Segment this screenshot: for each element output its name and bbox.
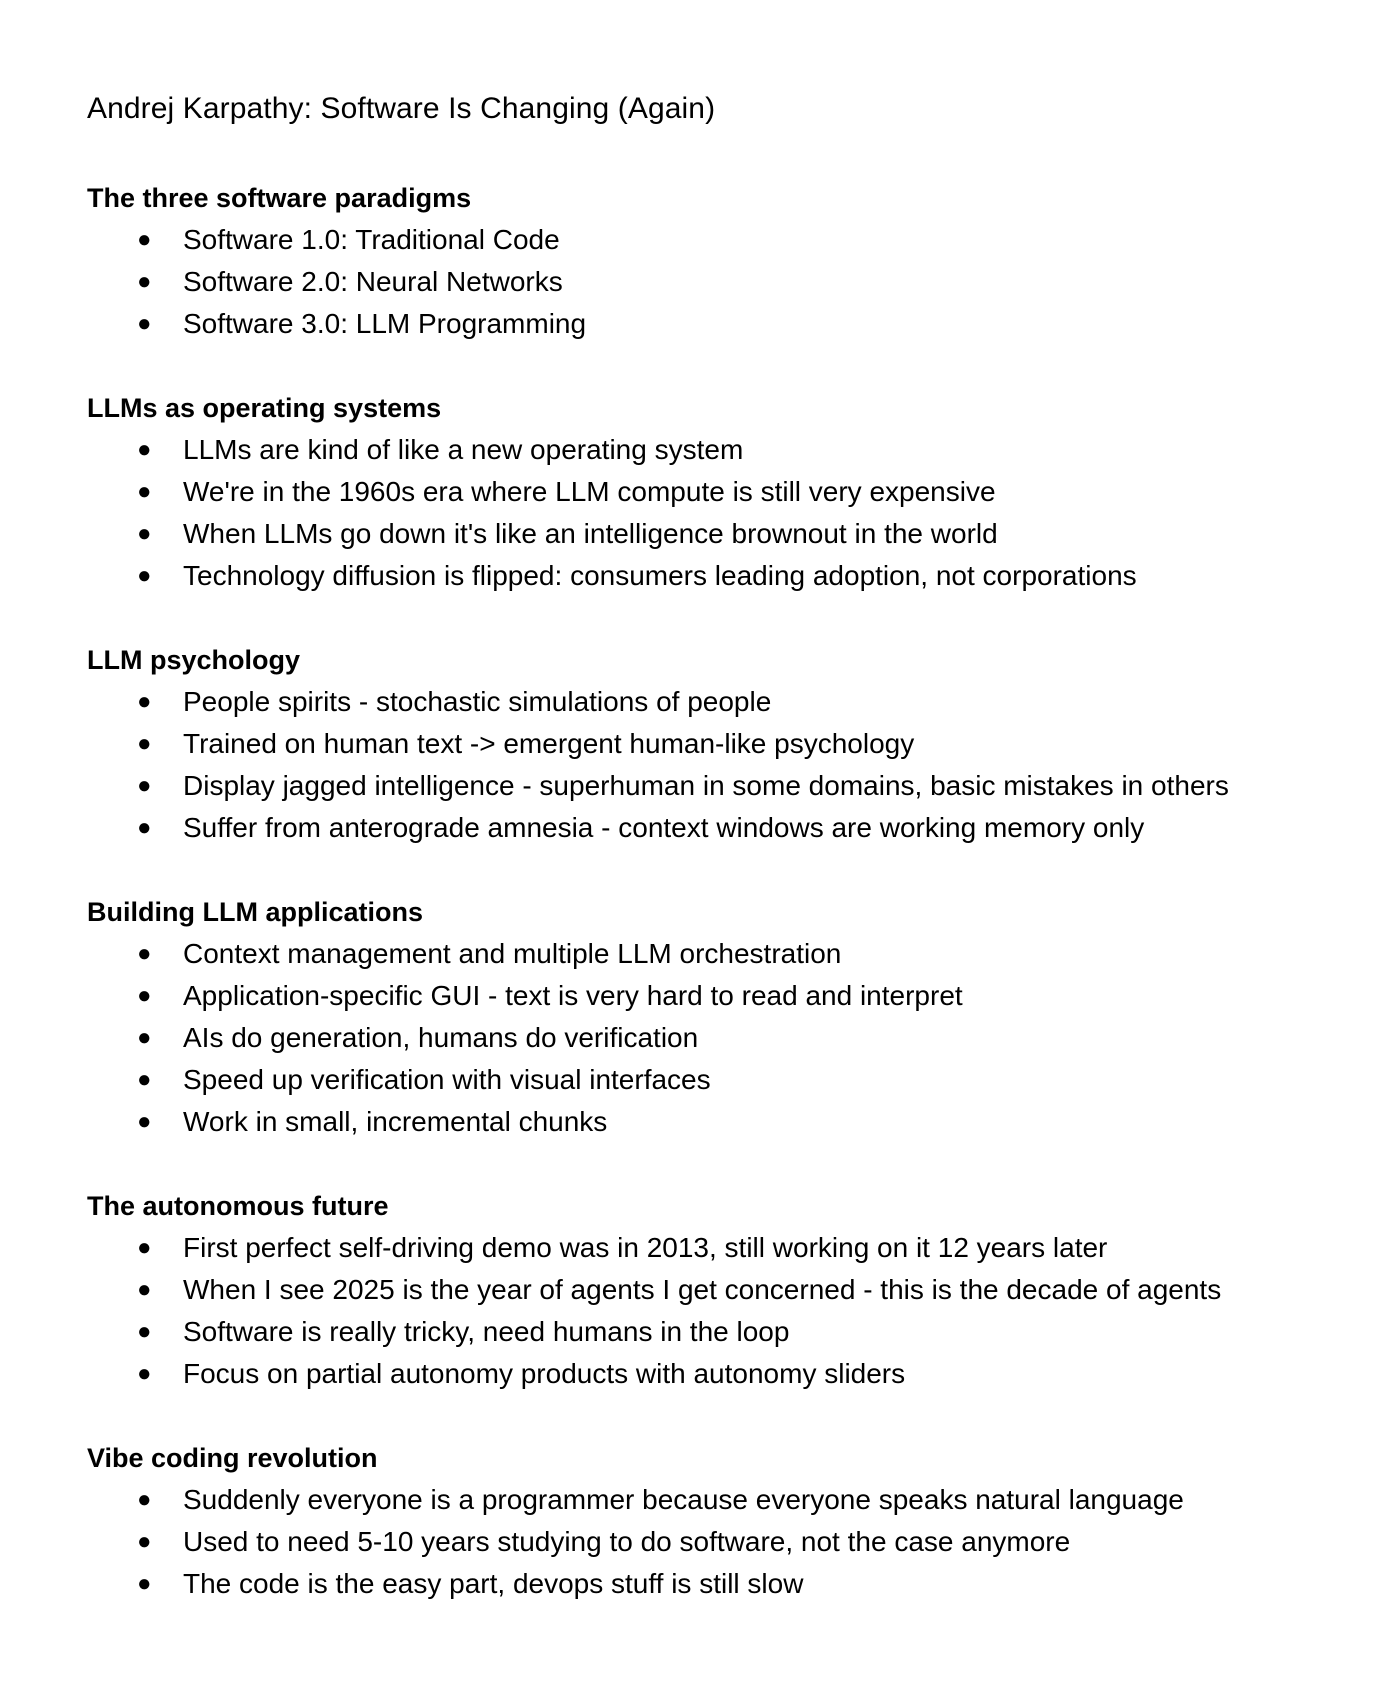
bullet-icon: ● bbox=[137, 1234, 152, 1261]
list-item-text: AIs do generation, humans do verification bbox=[183, 1022, 699, 1053]
list-item-text: Work in small, incremental chunks bbox=[183, 1106, 608, 1137]
list-item-text: Trained on human text -> emergent human-like psychology bbox=[183, 728, 915, 759]
bullet-icon: ● bbox=[137, 268, 152, 295]
list-item bbox=[87, 807, 1398, 849]
section-heading: Vibe coding revolution bbox=[87, 1443, 378, 1473]
section-heading: LLMs as operating systems bbox=[87, 393, 442, 423]
list-item-text: Display jagged intelligence - superhuman in some domains, basic mistakes in others bbox=[183, 770, 1229, 801]
list-item-text: Application-specific GUI - text is very hard to read and interpret bbox=[183, 980, 963, 1011]
section-heading: The autonomous future bbox=[87, 1191, 389, 1221]
list-item bbox=[87, 1101, 1398, 1143]
list-item bbox=[87, 1353, 1398, 1395]
list-item bbox=[87, 1311, 1398, 1353]
list-item bbox=[87, 765, 1398, 807]
list-item bbox=[87, 723, 1398, 765]
bullet-icon: ● bbox=[137, 940, 152, 967]
bullet-list bbox=[87, 219, 1398, 345]
bullet-icon: ● bbox=[137, 1318, 152, 1345]
section bbox=[87, 1437, 1398, 1605]
section-heading: Building LLM applications bbox=[87, 897, 423, 927]
list-item-text: Speed up verification with visual interfaces bbox=[183, 1064, 711, 1095]
bullet-list bbox=[87, 1479, 1398, 1605]
list-item bbox=[87, 1563, 1398, 1605]
list-item bbox=[87, 1059, 1398, 1101]
bullet-icon: ● bbox=[137, 688, 152, 715]
bullet-icon: ● bbox=[137, 772, 152, 799]
section bbox=[87, 639, 1398, 849]
bullet-icon: ● bbox=[137, 520, 152, 547]
section bbox=[87, 1185, 1398, 1395]
list-item-text: Suffer from anterograde amnesia - context windows are working memory only bbox=[183, 812, 1145, 843]
list-item-text: LLMs are kind of like a new operating system bbox=[183, 434, 744, 465]
list-item-text: We're in the 1960s era where LLM compute is still very expensive bbox=[183, 476, 996, 507]
list-item bbox=[87, 303, 1398, 345]
list-item bbox=[87, 1479, 1398, 1521]
list-item bbox=[87, 975, 1398, 1017]
bullet-icon: ● bbox=[137, 478, 152, 505]
section bbox=[87, 387, 1398, 597]
section bbox=[87, 177, 1398, 345]
bullet-icon: ● bbox=[137, 1066, 152, 1093]
list-item-text: Context management and multiple LLM orchestration bbox=[183, 938, 842, 969]
document-title: Andrej Karpathy: Software Is Changing (Again) bbox=[87, 92, 716, 125]
bullet-icon: ● bbox=[137, 1108, 152, 1135]
list-item bbox=[87, 513, 1398, 555]
bullet-icon: ● bbox=[137, 226, 152, 253]
document-body bbox=[87, 177, 1398, 1605]
list-item bbox=[87, 1227, 1398, 1269]
section bbox=[87, 891, 1398, 1143]
bullet-icon: ● bbox=[137, 982, 152, 1009]
list-item bbox=[87, 261, 1398, 303]
bullet-list bbox=[87, 1227, 1398, 1395]
list-item-text: When LLMs go down it's like an intelligence brownout in the world bbox=[183, 518, 998, 549]
list-item-text: When I see 2025 is the year of agents I get concerned - this is the decade of agents bbox=[183, 1274, 1222, 1305]
list-item bbox=[87, 429, 1398, 471]
list-item-text: Software 3.0: LLM Programming bbox=[183, 308, 587, 339]
list-item-text: Used to need 5-10 years studying to do software, not the case anymore bbox=[183, 1526, 1071, 1557]
bullet-list bbox=[87, 933, 1398, 1143]
list-item-text: Software 1.0: Traditional Code bbox=[183, 224, 560, 255]
bullet-icon: ● bbox=[137, 1528, 152, 1555]
bullet-icon: ● bbox=[137, 1276, 152, 1303]
list-item bbox=[87, 1017, 1398, 1059]
bullet-icon: ● bbox=[137, 310, 152, 337]
list-item bbox=[87, 555, 1398, 597]
list-item-text: People spirits - stochastic simulations of people bbox=[183, 686, 772, 717]
list-item bbox=[87, 681, 1398, 723]
bullet-icon: ● bbox=[137, 814, 152, 841]
bullet-icon: ● bbox=[137, 1570, 152, 1597]
bullet-icon: ● bbox=[137, 730, 152, 757]
list-item-text: The code is the easy part, devops stuff is still slow bbox=[183, 1568, 804, 1599]
list-item bbox=[87, 1269, 1398, 1311]
bullet-icon: ● bbox=[137, 1360, 152, 1387]
bullet-icon: ● bbox=[137, 1486, 152, 1513]
section-heading: LLM psychology bbox=[87, 645, 301, 675]
list-item-text: Focus on partial autonomy products with autonomy sliders bbox=[183, 1358, 906, 1389]
list-item-text: Technology diffusion is flipped: consumers leading adoption, not corporations bbox=[183, 560, 1137, 591]
list-item bbox=[87, 219, 1398, 261]
bullet-list bbox=[87, 681, 1398, 849]
list-item-text: First perfect self-driving demo was in 2013, still working on it 12 years later bbox=[183, 1232, 1108, 1263]
bullet-icon: ● bbox=[137, 1024, 152, 1051]
list-item bbox=[87, 471, 1398, 513]
list-item bbox=[87, 1521, 1398, 1563]
bullet-icon: ● bbox=[137, 562, 152, 589]
section-heading: The three software paradigms bbox=[87, 183, 472, 213]
bullet-icon: ● bbox=[137, 436, 152, 463]
bullet-list bbox=[87, 429, 1398, 597]
list-item bbox=[87, 933, 1398, 975]
list-item-text: Software 2.0: Neural Networks bbox=[183, 266, 563, 297]
list-item-text: Suddenly everyone is a programmer because everyone speaks natural language bbox=[183, 1484, 1184, 1515]
list-item-text: Software is really tricky, need humans in the loop bbox=[183, 1316, 790, 1347]
